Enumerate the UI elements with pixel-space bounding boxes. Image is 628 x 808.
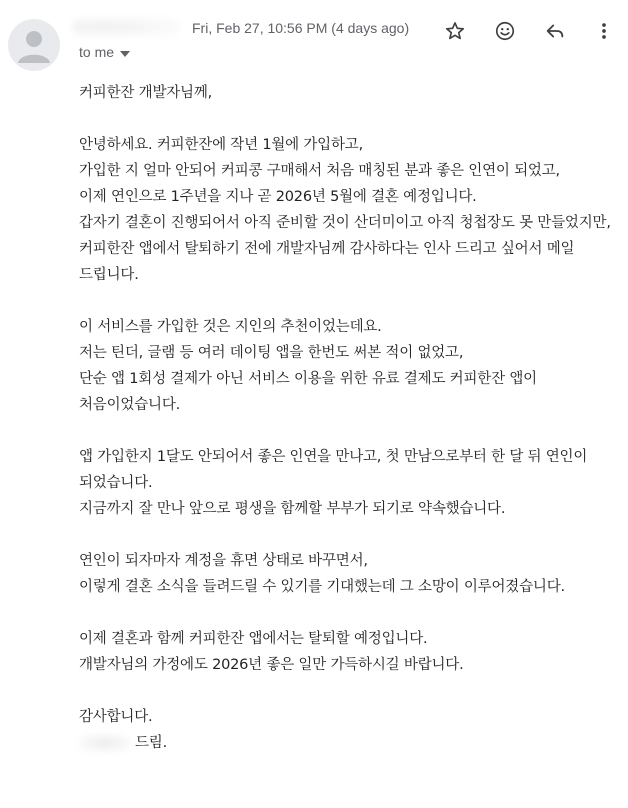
body-paragraph-1 [79,132,619,288]
body-paragraph-2 [79,314,619,418]
message-body [79,80,619,756]
signer-name-redacted [79,734,131,752]
emoji-reaction-icon [494,20,516,42]
body-line: 이 서비스를 가입한 것은 지인의 추천이었는데요. [79,319,382,335]
reply-button[interactable] [541,17,569,45]
sender-avatar[interactable] [8,19,60,71]
body-line: 앱 가입한지 1달도 안되어서 좋은 인연을 만나고, 첫 만남으로부터 한 달 뒤 연인이 되었습니다. [79,449,588,491]
greeting-paragraph [79,80,619,106]
more-vert-icon [593,20,615,42]
body-line: 커피한잔 앱에서 탈퇴하기 전에 개발자님께 감사하다는 인사 드리고 싶어서 메일 드립니다. [79,241,575,283]
body-line: 저는 틴더, 글램 등 여러 데이팅 앱을 한번도 써본 적이 없었고, [79,345,464,361]
message-date: Fri, Feb 27, 10:56 PM (4 days ago) [192,20,410,36]
body-line: 지금까지 잘 만나 앞으로 평생을 함께할 부부가 되기로 약속했습니다. [79,501,506,517]
more-options-button[interactable] [590,17,618,45]
reply-icon [544,20,566,42]
star-icon [444,20,466,42]
recipient-label: to me [79,44,115,60]
body-line: 안녕하세요. 커피한잔에 작년 1월에 가입하고, [79,137,364,153]
signature-line [79,730,619,756]
body-paragraph-4 [79,548,619,600]
body-line: 이렇게 결혼 소식을 들려드릴 수 있기를 기대했는데 그 소망이 이루어졌습니다. [79,579,565,595]
body-line: 이제 연인으로 1주년을 지나 곧 2026년 5월에 결혼 예정입니다. [79,189,477,205]
body-line: 단순 앱 1회성 결제가 아닌 서비스 이용을 위한 유료 결제도 커피한잔 앱이 처음이었습니다. [79,371,537,413]
greeting-text: 커피한잔 개발자님께, [79,85,213,101]
recipient-details-toggle[interactable] [79,44,130,60]
closing-paragraph [79,704,619,756]
signature-text: 드림. [135,735,168,751]
closing-text: 감사합니다. [79,709,153,725]
body-line: 이제 결혼과 함께 커피한잔 앱에서는 탈퇴할 예정입니다. [79,631,428,647]
chevron-down-icon [120,44,130,60]
body-line: 갑자기 결혼이 진행되어서 아직 준비할 것이 산더미이고 아직 청첩장도 못 만들었지만, [79,215,611,231]
sender-name-redacted [72,17,180,37]
body-line: 개발자님의 가정에도 2026년 좋은 일만 가득하시길 바랍니다. [79,657,464,673]
star-button[interactable] [441,17,469,45]
body-line: 연인이 되자마자 계정을 휴면 상태로 바꾸면서, [79,553,368,569]
body-paragraph-3 [79,444,619,522]
body-line: 가입한 지 얼마 안되어 커피콩 구매해서 처음 매칭된 분과 좋은 인연이 되었고, [79,163,560,179]
person-avatar-icon [8,19,60,71]
emoji-reaction-button[interactable] [491,17,519,45]
body-paragraph-5 [79,626,619,678]
